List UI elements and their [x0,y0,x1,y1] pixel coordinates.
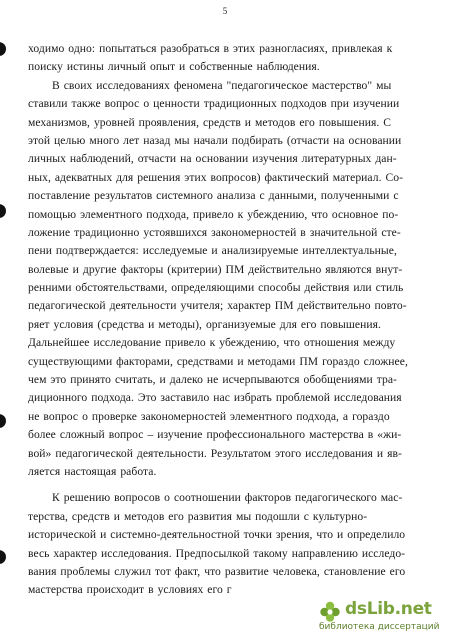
text-line: ложение традиционно устоявшихся закономерностей в значительной сте- [28,225,401,239]
text-line: ренними обстоятельствами, определяющими способы действия или стиль [28,281,404,295]
text-line: мастерства происходит в условиях его г [28,583,232,597]
text-line: существующими факторами, средствами и методами ПМ гораздо сложнее, [28,354,408,368]
text-line: терства, средств и методов его развития мы подошли с культурно- [28,509,368,523]
text-line: не вопрос о проверке закономерностей элементного подхода, а гораздо [28,409,390,423]
text-line: поставление результатов системного анализа с данными, полученными с [28,189,399,203]
text-line: ляется настоящая работа. [28,464,157,478]
text-line: пени подтверждается: исследуемые и анализируемые интеллектуальные, [28,244,397,258]
text-line: весь характер исследования. Предпосылкой такому направлению исследо- [28,546,406,560]
text-line: более сложный вопрос – изучение профессионального мастерства в «жи- [28,428,402,442]
binder-hole-mark [0,204,6,218]
body-text [28,40,434,600]
text-line: этой целью много лет назад мы начали подбирать (отчасти на основании [28,133,402,147]
paragraph-first-line: В своих исследованиях феномена "педагогическое мастерство" мы [52,78,392,92]
binder-hole-mark [0,414,6,428]
paragraph-first-line: К решению вопросов о соотношении факторов педагогического мас- [52,491,403,505]
text-line: поиску истины личный опыт и собственные наблюдения. [28,60,320,74]
text-line: ходимо одно: попытаться разобраться в этих разногласиях, привлекая к [28,42,393,55]
text-line: исторической и системно-деятельностной точки зрения, что и определило [28,528,406,542]
text-line: ряет условия (средства и методы), организуемые для его повышения. [28,317,381,331]
dslib-watermark[interactable] [318,600,446,634]
text-line: Дальнейшее исследование привело к убеждению, что отношения между [28,336,396,350]
text-line: чем это принято считать, и далеко не исчерпываются обобщениями тра- [28,373,397,387]
dslib-flower-icon [318,600,342,624]
text-line: личных наблюдений, отчасти на основании изучения литературных дан- [28,152,397,166]
binder-hole-mark [0,42,6,56]
text-line: вой» педагогической деятельности. Результатом этого исследования и яв- [28,446,402,460]
text-line: диционного подхода. Это заставило нас избрать проблемой исследования [28,391,402,405]
text-line: педагогической деятельности учителя; характер ПМ действительно повто- [28,299,407,313]
text-line: механизмов, уровней проявления, средств и методов его повышения. С [28,115,392,129]
text-line: вания проблемы служил тот факт, что развитие человека, становление его [28,564,406,578]
text-line: ных, адекватных для решения этих вопросов) фактический материал. Со- [28,170,403,184]
text-line: помощью элементного подхода, привело к убеждению, что основное по- [28,207,399,221]
watermark-tagline: библиотека диссертаций [319,622,440,632]
text-line: ставили также вопрос о ценности традиционных подходов при изучении [28,97,400,111]
text-line: волевые и другие факторы (критерии) ПМ действительно являются внут- [28,262,403,276]
watermark-brand-name: dsLib.net [345,599,432,619]
page-number: 5 [222,6,228,16]
binder-hole-mark [0,550,6,564]
